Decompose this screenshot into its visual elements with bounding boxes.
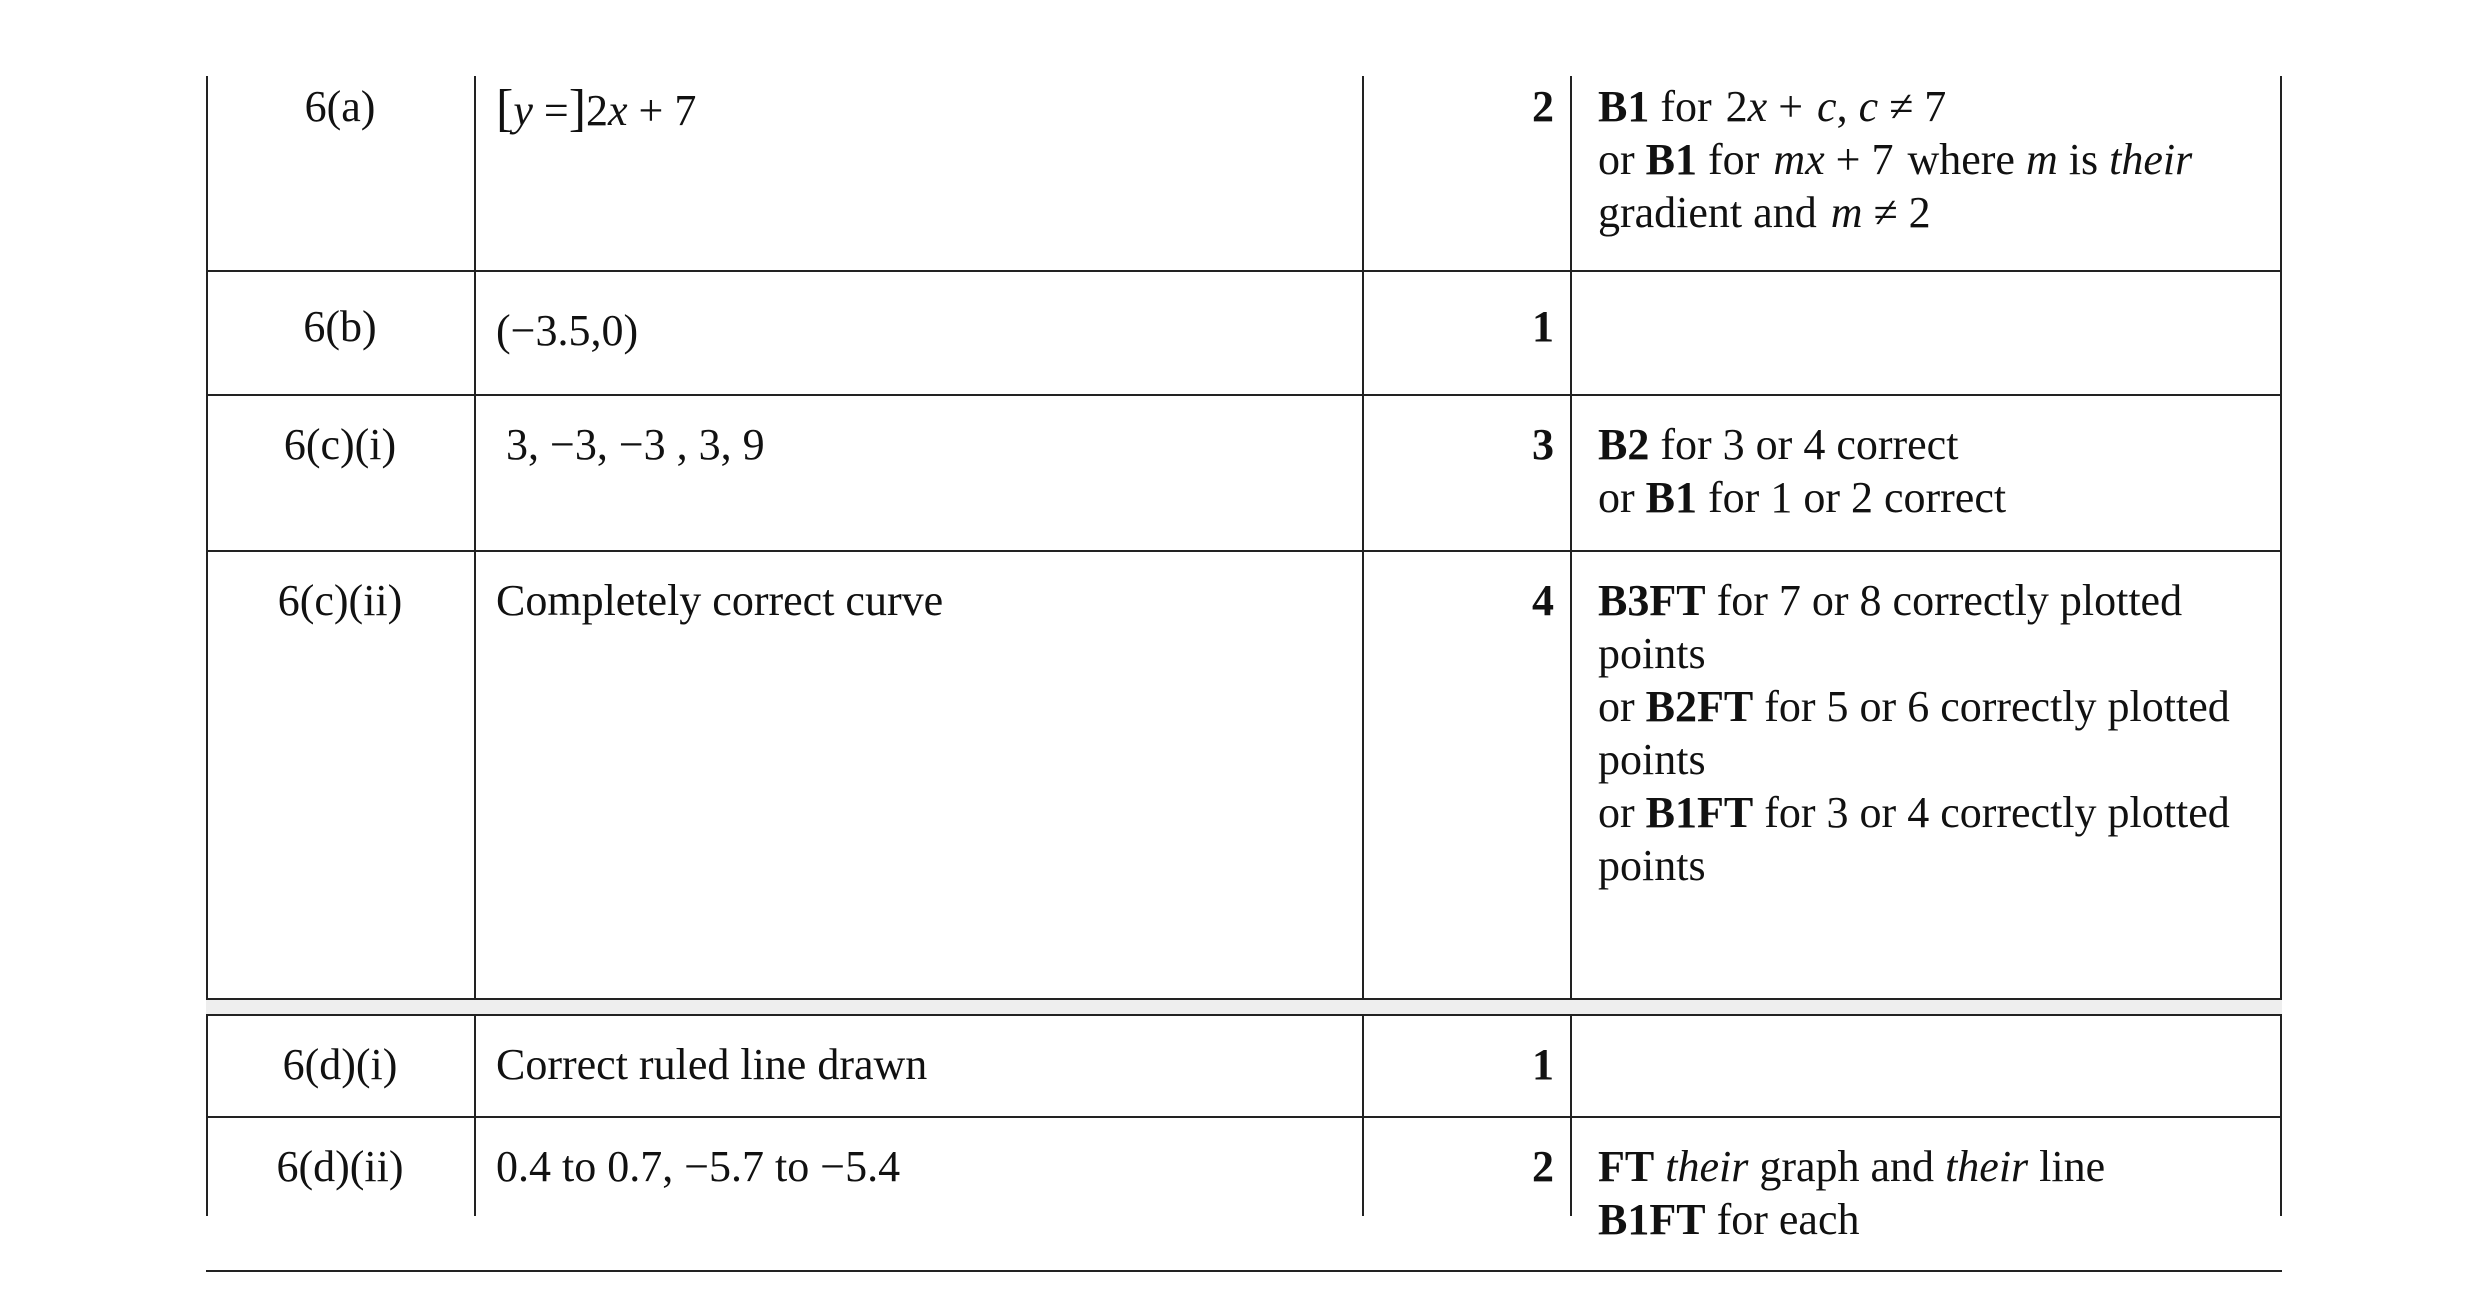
row-divider — [206, 998, 2282, 1000]
answer-text: 3, −3, −3 , 3, 9 — [506, 420, 765, 469]
guidance-line: gradient and m ≠ 2 — [1598, 188, 1931, 237]
question-number: 6(c)(ii) — [277, 576, 403, 625]
row-divider — [206, 1116, 2282, 1118]
guidance-line: or B1 for 1 or 2 correct — [1598, 473, 2007, 522]
question-number: 6(c)(i) — [283, 420, 397, 469]
question-number: 6(d)(ii) — [276, 1142, 404, 1191]
answer-text: Correct ruled line drawn — [496, 1040, 928, 1089]
answer-text: Completely correct curve — [496, 576, 944, 625]
row-divider — [206, 550, 2282, 552]
guidance-text — [1598, 418, 2278, 524]
row-separator-band — [206, 1000, 2282, 1015]
guidance-line: FT their graph and their line — [1598, 1142, 2106, 1191]
marks-value: 4 — [1532, 576, 1554, 625]
marks-value: 1 — [1532, 302, 1554, 351]
question-number: 6(b) — [303, 302, 377, 351]
marks-value: 2 — [1532, 82, 1554, 131]
row-divider — [206, 1270, 2282, 1272]
guidance-line: or B1FT for 3 or 4 correctly plotted — [1598, 788, 2230, 837]
answer-text: (−3.5,0) — [496, 306, 639, 355]
row-divider — [206, 270, 2282, 272]
guidance-text — [1598, 1140, 2278, 1246]
table-border-right — [2280, 76, 2282, 1216]
question-number: 6(d)(i) — [282, 1040, 398, 1089]
question-number: 6(a) — [304, 82, 376, 131]
guidance-line: or B2FT for 5 or 6 correctly plotted — [1598, 682, 2230, 731]
row-divider — [206, 394, 2282, 396]
guidance-line: B1 for 2x + c, c ≠ 7 — [1598, 82, 1947, 131]
mark-scheme-table — [206, 76, 2282, 1244]
answer-text: 0.4 to 0.7, −5.7 to −5.4 — [496, 1142, 901, 1191]
guidance-line: points — [1598, 629, 1706, 678]
guidance-line: points — [1598, 735, 1706, 784]
marks-value: 2 — [1532, 1142, 1554, 1191]
guidance-line: B3FT for 7 or 8 correctly plotted — [1598, 576, 2183, 625]
answer-text: [y =]2x + 7 — [496, 80, 697, 137]
column-divider-marks — [1570, 76, 1572, 1216]
guidance-line: or B1 for mx + 7 where m is their — [1598, 135, 2193, 184]
guidance-text — [1598, 574, 2278, 892]
marks-value: 1 — [1532, 1040, 1554, 1089]
row-divider — [206, 1014, 2282, 1016]
guidance-line: B1FT for each — [1598, 1195, 1860, 1244]
guidance-text — [1598, 80, 2278, 239]
marks-value: 3 — [1532, 420, 1554, 469]
guidance-line: B2 for 3 or 4 correct — [1598, 420, 1959, 469]
guidance-line: points — [1598, 841, 1706, 890]
